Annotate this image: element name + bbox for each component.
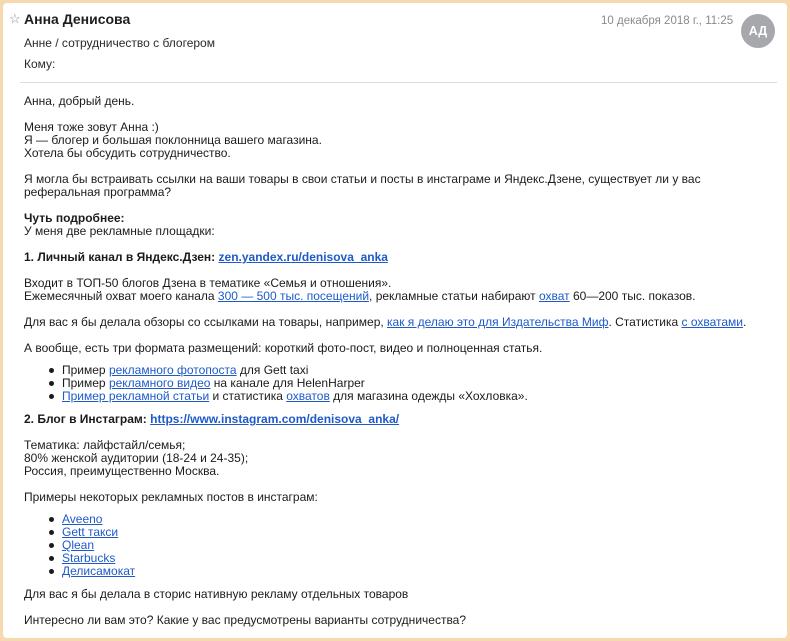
zen-reach-link[interactable]: охват: [538, 289, 570, 303]
insta-theme: Тематика: лайфстайл/семья;: [24, 438, 186, 452]
greeting: Анна, добрый день.: [24, 94, 135, 108]
email-header: [3, 3, 787, 84]
list-item-text: для магазина одежды «Хохловка».: [329, 389, 528, 403]
intro-line-2: Я — блогер и большая поклонница вашего магазина.: [24, 133, 322, 147]
list-item: [52, 390, 779, 403]
article-link[interactable]: Пример рекламной статьи: [62, 389, 210, 403]
header-divider: [20, 82, 777, 83]
zen-examples-list: [52, 364, 779, 403]
reviews-text-3: .: [743, 315, 747, 329]
avatar[interactable]: АД: [741, 14, 775, 48]
reviews-text: Для вас я бы делала обзоры со ссылками на товары, например,: [24, 315, 388, 329]
details-paragraph: [24, 212, 779, 238]
email-body: [24, 95, 779, 638]
formats-paragraph: А вообще, есть три формата размещений: короткий фото-пост, видео и полноценная статья.: [24, 341, 543, 355]
insta-audience-paragraph: [24, 439, 779, 478]
list-item: [52, 526, 779, 539]
delisamokat-link[interactable]: Делисамокат: [62, 564, 136, 578]
mif-example-link[interactable]: как я делаю это для Издательства Миф: [387, 315, 609, 329]
gett-link[interactable]: Gett такси: [62, 525, 119, 539]
details-text: У меня две рекламные площадки:: [24, 224, 215, 238]
qlean-link[interactable]: Qlean: [62, 538, 95, 552]
recipient-label: Кому:: [24, 57, 56, 71]
zen-stats-paragraph: [24, 277, 779, 303]
insta-heading-line: [24, 413, 779, 426]
proposal-paragraph: Я могла бы встраивать ссылки на ваши товары в свои статьи и посты в инстаграме и Яндекс.Дзене, существует ли у вас реферальная программа?: [24, 172, 701, 199]
insta-examples-title: Примеры некоторых рекламных постов в инстаграм:: [24, 490, 318, 504]
zen-reach-text-3: 60—200 тыс. показов.: [569, 289, 696, 303]
zen-reach-text: Ежемесячный охват моего канала: [24, 289, 218, 303]
insta-heading: 2. Блог в Инстаграм:: [24, 412, 151, 426]
reach-stats-link[interactable]: с охватами: [681, 315, 744, 329]
reviews-paragraph: [24, 316, 779, 329]
list-item-text: Пример: [62, 376, 109, 390]
sender-name: Анна Денисова: [24, 11, 131, 27]
intro-line-1: Меня тоже зовут Анна :): [24, 120, 159, 134]
list-item: [52, 552, 779, 565]
list-item-text: Пример: [62, 363, 109, 377]
insta-examples-list: [52, 513, 779, 578]
instagram-link[interactable]: https://www.instagram.com/denisova_anka/: [150, 412, 400, 426]
email-date: 10 декабря 2018 г., 11:25: [601, 15, 734, 27]
email-subject: Анне / сотрудничество с блогером: [24, 36, 215, 50]
insta-geo: Россия, преимущественно Москва.: [24, 464, 220, 478]
zen-reach-text-2: , рекламные статьи набирают: [369, 289, 539, 303]
insta-audience: 80% женской аудитории (18-24 и 24-35);: [24, 451, 249, 465]
video-link[interactable]: рекламного видео: [108, 376, 211, 390]
list-item-text: для Gett taxi: [236, 363, 309, 377]
question-paragraph: Интересно ли вам это? Какие у вас предусмотрены варианты сотрудничества?: [24, 613, 467, 627]
list-item: [52, 539, 779, 552]
email-window: [3, 3, 787, 638]
photo-post-link[interactable]: рекламного фотопоста: [108, 363, 237, 377]
starbucks-link[interactable]: Starbucks: [62, 551, 116, 565]
list-item-text: и статистика: [209, 389, 287, 403]
reviews-text-2: . Статистика: [608, 315, 682, 329]
intro-paragraph: [24, 121, 779, 160]
intro-line-3: Хотела бы обсудить сотрудничество.: [24, 146, 231, 160]
aveeno-link[interactable]: Aveeno: [62, 512, 103, 526]
zen-heading: 1. Личный канал в Яндекс.Дзен:: [24, 250, 219, 264]
list-item-text: на канале для HelenHarper: [210, 376, 365, 390]
zen-channel-link[interactable]: zen.yandex.ru/denisova_anka: [218, 250, 388, 264]
stories-paragraph: Для вас я бы делала в сторис нативную рекламу отдельных товаров: [24, 587, 409, 601]
list-item: [52, 513, 779, 526]
zen-top50-text: Входит в ТОП-50 блогов Дзена в тематике «Семья и отношения».: [24, 276, 392, 290]
article-reach-link[interactable]: охватов: [286, 389, 330, 403]
list-item: [52, 565, 779, 578]
zen-heading-line: [24, 251, 779, 264]
star-outline-icon[interactable]: ☆: [9, 11, 21, 26]
zen-visits-link[interactable]: 300 — 500 тыс. посещений: [217, 289, 370, 303]
details-heading: Чуть подробнее:: [24, 211, 125, 225]
